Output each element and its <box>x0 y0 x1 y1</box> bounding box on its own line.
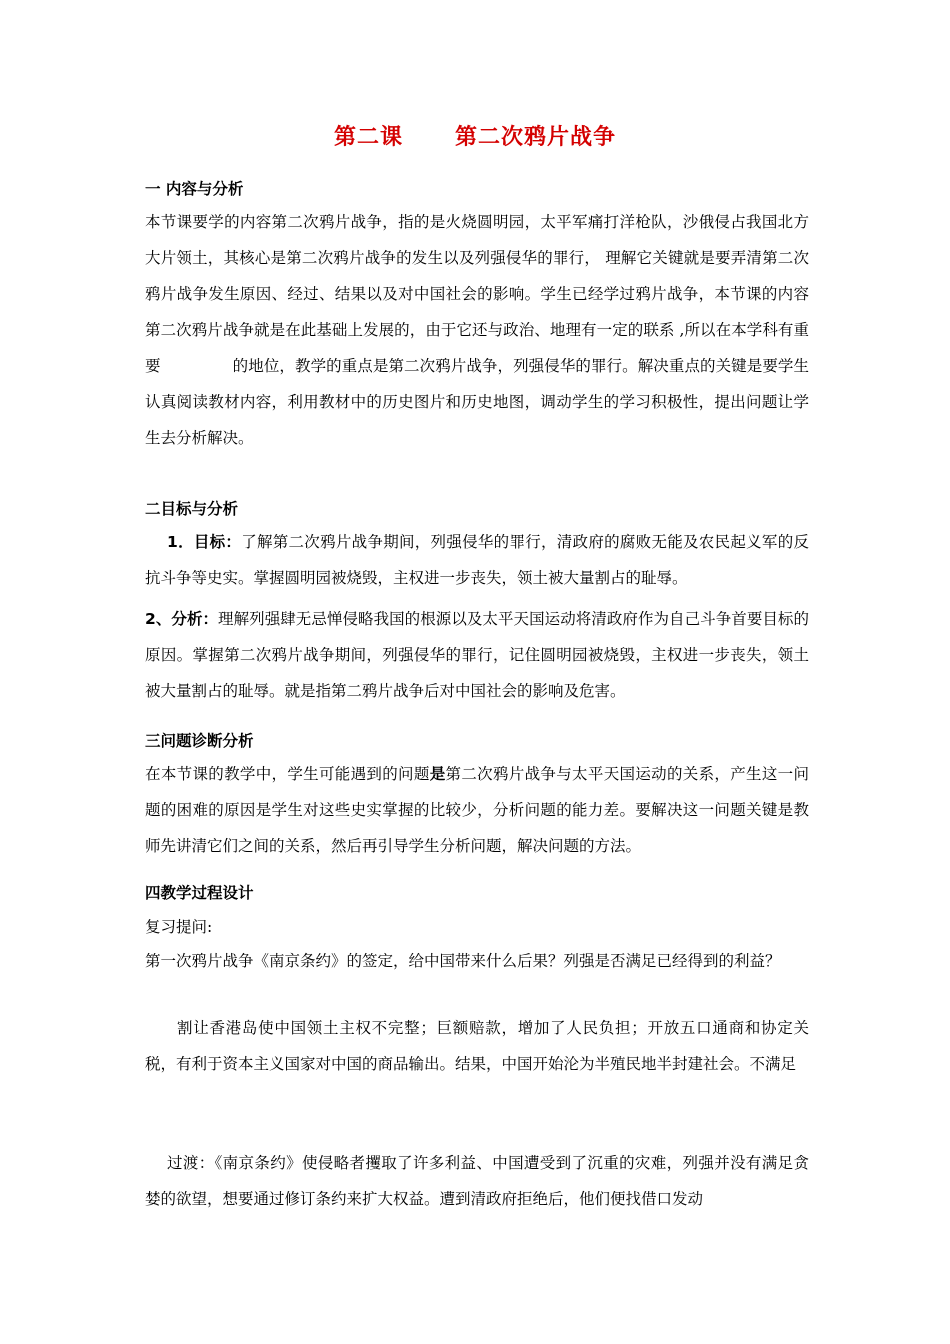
goal-text: 了解第二次鸦片战争期间，列强侵华的罪行，清政府的腐败无能及农民起义军的反抗斗争等史实。掌握圆明园被烧毁，主权进一步丧失，领土被大量割占的耻辱。 <box>145 533 809 587</box>
problem-text-bold: 是 <box>429 765 446 783</box>
analysis-label: 2、分析： <box>145 610 219 628</box>
content-analysis-text-b: 的地位，教学的重点是第二次鸦片战争，列强侵华的罪行。解决重点的关键是要学生认真阅读教材内容，利用教材中的历史图片和历史地图，调动学生的学习积极性，提出问题让学生去分析解决。 <box>145 357 809 447</box>
review-label: 复习提问: <box>145 918 213 936</box>
problem-text-b: 第二次鸦片战争与太平天国运动的关系，产生这一问题的困难的原因是学生对这些史实掌握的比较少，分析问题的能力差。要解决这一问题关键是教师先讲清它们之间的关系，然后再引导学生分析问题，解决问题的方法。 <box>145 765 809 855</box>
review-answer: 割让香港岛使中国领土主权不完整；巨额赔款，增加了人民负担；开放五口通商和协定关税，有利于资本主义国家对中国的商品输出。结果，中国开始沦为半殖民地半封建社会。不满足 <box>145 1019 809 1073</box>
section-heading-content-analysis: 一 内容与分析 <box>145 180 244 198</box>
analysis-text: 理解列强肆无忌惮侵略我国的根源以及太平天国运动将清政府作为自己斗争首要目标的原因。掌握第二次鸦片战争期间，列强侵华的罪行，记住圆明园被烧毁，主权进一步丧失，领土被大量割占的耻辱。就是指第二鸦片战争后对中国社会的影响及危害。 <box>145 610 809 700</box>
review-question: 第一次鸦片战争《南京条约》的签定，给中国带来什么后果？列强是否满足已经得到的利益？ <box>145 952 781 970</box>
problem-text-a: 在本节课的教学中，学生可能遇到的问题 <box>145 765 430 783</box>
section-heading-teaching-process: 四教学过程设计 <box>145 884 254 902</box>
lesson-title: 第二次鸦片战争 <box>454 125 616 150</box>
analysis-paragraph <box>145 601 809 709</box>
content-analysis-text-a: 本节课要学的内容第二次鸦片战争，指的是火烧圆明园，太平军痛打洋枪队，沙俄侵占我国北方大片领土，其核心是第二次鸦片战争的发生以及列强侵华的罪行， 理解它关键就是要弄清第二次鸦片战争发生原因、经过、结果以及对中国社会的影响。学生已经学过鸦片战争，本节课的内容第二次鸦片战争就是在此基础上发展的，由于它还与政治、地理有一定的联系 ,所以在本学科有重要 <box>145 213 809 375</box>
page-title <box>0 120 950 151</box>
problem-diagnosis-paragraph <box>145 756 809 864</box>
content-analysis-paragraph <box>145 204 809 456</box>
goal-paragraph <box>145 524 809 596</box>
goal-label: 1．目标： <box>167 533 242 551</box>
section-heading-goals-analysis: 二目标与分析 <box>145 500 239 518</box>
section-heading-problem-diagnosis: 三问题诊断分析 <box>145 732 254 750</box>
lesson-number: 第二课 <box>334 125 404 150</box>
transition-paragraph: 过渡：《南京条约》使侵略者攫取了许多利益、中国遭受到了沉重的灾难，列强并没有满足贪婪的欲望，想要通过修订条约来扩大权益。遭到清政府拒绝后，他们便找借口发动 <box>145 1154 809 1208</box>
